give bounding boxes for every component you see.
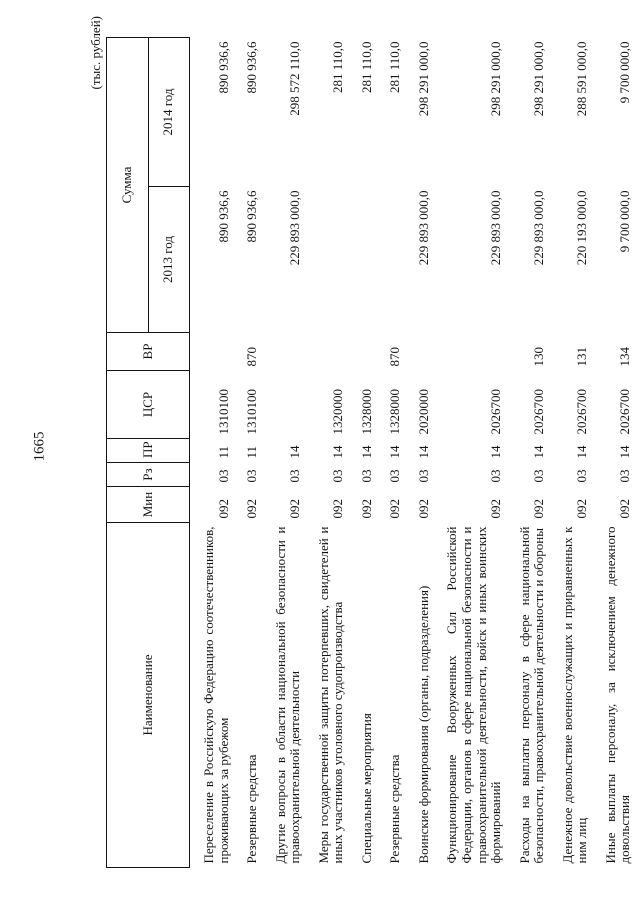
row-spacer: [262, 38, 272, 868]
cell-name: Специальные мероприятия: [358, 713, 374, 864]
cell-rz: 03: [617, 469, 633, 483]
cell-min: 092: [358, 499, 374, 519]
cell-min: 092: [287, 499, 303, 519]
cell-2014: 281 110,0: [330, 41, 346, 94]
header-name: Наименование: [107, 523, 190, 868]
cell-2014: 890 936,6: [244, 41, 260, 94]
cell-min: 092: [387, 499, 403, 519]
table-row: [272, 38, 305, 868]
cell-2013: 890 936,6: [215, 190, 231, 243]
cell-rz: 03: [387, 469, 403, 483]
row-spacer: [506, 38, 516, 868]
cell-vr: [272, 333, 305, 371]
header-vr: ВР: [107, 333, 190, 371]
table-row: [358, 38, 377, 868]
row-spacer: [592, 38, 602, 868]
cell-pr: 14: [330, 445, 346, 459]
cell-name: Переселение в Российскую Федерацию соотечественников, проживающих за рубежом: [201, 526, 231, 864]
cell-2013: 229 893 000,0: [488, 190, 504, 266]
cell-rz: 03: [358, 469, 374, 483]
cell-pr: 14: [415, 445, 431, 459]
cell-name: Денежное довольствие военнослужащих и приравненных к ним лиц: [559, 526, 590, 864]
cell-rz: 03: [330, 469, 346, 483]
cell-name: Резервные средства: [387, 754, 403, 864]
cell-vr: 870: [387, 347, 403, 367]
budget-table: [106, 37, 635, 868]
header-rz: Рз: [107, 463, 190, 487]
row-spacer: [190, 38, 201, 868]
cell-vr: [358, 333, 377, 371]
cell-min: 092: [574, 499, 590, 519]
page-number: 1665: [31, 431, 48, 462]
cell-vr: 134: [617, 347, 633, 367]
cell-pr: 14: [287, 445, 303, 459]
table-row: [443, 38, 505, 868]
table-header: [107, 38, 190, 868]
row-spacer: [376, 38, 386, 868]
cell-min: 092: [215, 499, 231, 519]
row-spacer-cell: [233, 38, 243, 868]
row-spacer: [348, 38, 358, 868]
cell-2013: 9 700 000,0: [617, 190, 633, 253]
table-row: [415, 38, 434, 868]
header-min: Мин: [107, 487, 190, 523]
cell-rz: 03: [215, 469, 231, 483]
cell-csr: 1328000: [387, 389, 403, 435]
cell-rz: 03: [287, 469, 303, 483]
cell-2014: 298 572 110,0: [287, 41, 303, 116]
cell-csr: 2026700: [531, 389, 547, 435]
cell-csr: 1310100: [244, 389, 260, 435]
row-spacer-cell: [405, 38, 415, 868]
cell-csr: 2026700: [574, 389, 590, 435]
cell-csr: 2020000: [415, 389, 431, 435]
cell-pr: 14: [574, 445, 590, 459]
cell-2014: 288 591 000,0: [574, 41, 590, 117]
cell-csr: 2026700: [617, 389, 633, 435]
table-row: [602, 38, 635, 868]
row-spacer-cell: [549, 38, 559, 868]
cell-2014: 281 110,0: [358, 41, 374, 94]
cell-vr: [315, 333, 348, 371]
cell-2013: 890 936,6: [244, 190, 260, 243]
cell-name: Расходы на выплаты персоналу в сфере национальной безопасности, правоохранительной деятельности и обороны: [516, 526, 547, 864]
cell-2014: 281 110,0: [387, 41, 403, 94]
table-body: [190, 38, 635, 868]
cell-2014: 298 291 000,0: [488, 41, 504, 117]
cell-pr: 11: [244, 445, 260, 459]
cell-rz: 03: [574, 469, 590, 483]
cell-rz: 03: [415, 469, 431, 483]
table-row: [200, 38, 233, 868]
row-spacer-cell: [376, 38, 386, 868]
cell-name: Резервные средства: [244, 754, 260, 864]
cell-min: 092: [330, 499, 346, 519]
cell-vr: [415, 333, 434, 371]
rotated-table-page: [88, 8, 633, 868]
cell-pr: 11: [215, 445, 231, 459]
cell-rz: 03: [244, 469, 260, 483]
row-spacer-cell: [592, 38, 602, 868]
cell-vr: [200, 333, 233, 371]
cell-pr: 14: [531, 445, 547, 459]
row-spacer-cell: [506, 38, 516, 868]
cell-2013: 220 193 000,0: [574, 190, 590, 266]
row-spacer-cell: [433, 38, 443, 868]
cell-min: 092: [488, 499, 504, 519]
cell-2013: [315, 187, 348, 333]
cell-csr: 1328000: [358, 389, 374, 435]
table-row: [315, 38, 348, 868]
row-spacer-cell: [305, 38, 315, 868]
row-spacer-cell: [262, 38, 272, 868]
row-spacer: [549, 38, 559, 868]
cell-min: 092: [531, 499, 547, 519]
cell-name: Функционирование Вооруженных Сил Российской Федерации, органов в сфере национальной безопасности и правоохранительной деятельности, войск и иных воинских формирований: [444, 526, 504, 864]
units-note: (тыс. рублей): [88, 16, 103, 90]
cell-pr: 14: [488, 445, 504, 459]
cell-vr: [443, 333, 505, 371]
cell-2013: 229 893 000,0: [415, 190, 431, 266]
row-spacer: [305, 38, 315, 868]
cell-min: 092: [244, 499, 260, 519]
row-spacer: [233, 38, 243, 868]
cell-name: Другие вопросы в области национальной безопасности и правоохранительной деятельности: [272, 526, 303, 864]
cell-2014: 298 291 000,0: [415, 41, 431, 117]
cell-vr: 130: [531, 347, 547, 367]
cell-2013: [386, 187, 405, 333]
cell-name: Меры государственной защиты потерпевших, свидетелей и иных участников уголовного судопроизводства: [315, 526, 346, 864]
table-row: [516, 38, 549, 868]
row-spacer: [433, 38, 443, 868]
row-spacer-cell: [190, 38, 201, 868]
table-row: [243, 38, 262, 868]
cell-pr: 14: [387, 445, 403, 459]
cell-min: 092: [617, 499, 633, 519]
cell-vr: 131: [574, 347, 590, 367]
cell-vr: 870: [244, 347, 260, 367]
table-row: [386, 38, 405, 868]
cell-2013: [358, 187, 377, 333]
cell-name: Воинские формирования (органы, подразделения): [415, 585, 431, 864]
table-row: [559, 38, 592, 868]
cell-rz: 03: [488, 469, 504, 483]
cell-csr: 1310100: [215, 389, 231, 435]
cell-2014: 298 291 000,0: [531, 41, 547, 117]
header-sum: Сумма: [107, 38, 149, 333]
cell-min: 092: [415, 499, 431, 519]
row-spacer: [405, 38, 415, 868]
cell-2014: 9 700 000,0: [617, 41, 633, 104]
cell-csr: [272, 371, 305, 439]
header-pr: ПР: [107, 439, 190, 463]
row-spacer-cell: [348, 38, 358, 868]
header-csr: ЦСР: [107, 371, 190, 439]
cell-2014: 890 936,6: [215, 41, 231, 94]
cell-pr: 14: [358, 445, 374, 459]
cell-2013: 229 893 000,0: [287, 190, 303, 266]
cell-2013: 229 893 000,0: [531, 190, 547, 266]
cell-name: Иные выплаты персоналу, за исключением денежного довольствия: [602, 526, 633, 864]
cell-csr: 1320000: [330, 389, 346, 435]
cell-pr: 14: [617, 445, 633, 459]
header-2013: 2013 год: [148, 187, 190, 333]
header-2014: 2014 год: [148, 38, 190, 187]
cell-rz: 03: [531, 469, 547, 483]
cell-csr: 2026700: [488, 389, 504, 435]
